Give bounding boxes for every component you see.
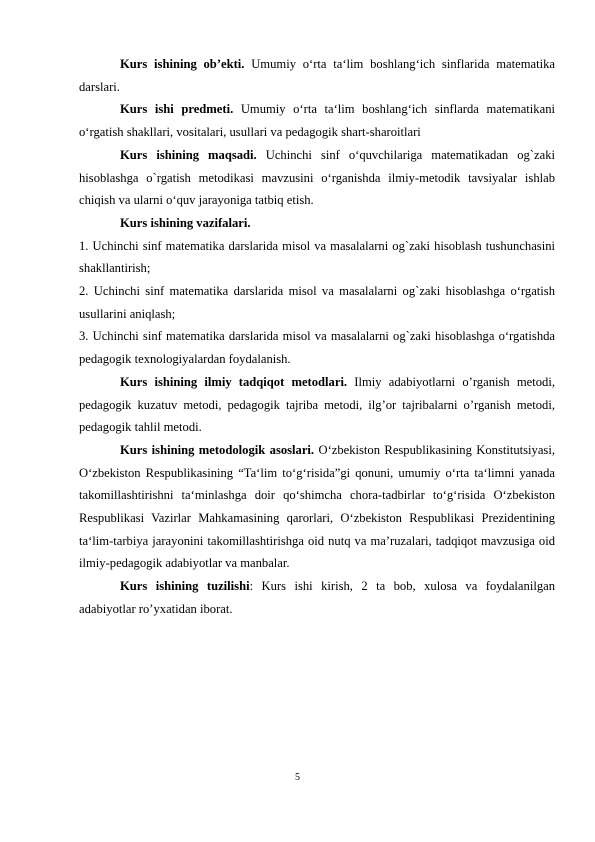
document-page <box>79 53 555 621</box>
task-item: 1. Uchinchi sinf matematika darslarida misol va masalalarni og`zaki hisoblash tushunchasini shakllantirish; <box>79 238 555 276</box>
heading-methodological-basis: Kurs ishining metodologik asoslari. <box>120 442 315 457</box>
text-structure: : Kurs ishi kirish, 2 ta bob, xulosa va foydalanilgan adabiyotlar ro’yxatidan iborat. <box>79 579 555 616</box>
paragraph-tasks-heading <box>79 212 555 235</box>
heading-methods: Kurs ishining ilmiy tadqiqot metodlari. <box>120 374 348 389</box>
heading-structure: Kurs ishining tuzilishi <box>120 579 250 594</box>
paragraph-methodological-basis <box>79 439 555 575</box>
heading-object: Kurs ishining ob’ekti. <box>120 57 245 71</box>
task-item: 3. Uchinchi sinf matematika darslarida misol va masalalarni og`zaki hisoblashga o‘rgatishda pedagogik texnologiyalardan foydalanish. <box>79 329 555 367</box>
page-number: 5 <box>295 772 300 783</box>
paragraph-goal <box>79 144 555 212</box>
heading-tasks: Kurs ishining vazifalari. <box>120 215 251 230</box>
heading-goal: Kurs ishining maqsadi. <box>120 147 257 162</box>
text-object: Umumiy o‘rta ta‘lim boshlang‘ich sinflarida matematika darslari. <box>79 57 555 94</box>
text-subject: Umumiy o‘rta ta‘lim boshlang‘ich sinflarda matematikani o‘rgatish shakllari, vositalari, usullari va pedagogik shart-sharoitlari <box>79 102 555 140</box>
text-goal: Uchinchi sinf o‘quvchilariga matematikadan og`zaki hisoblashga o`rgatish metodikasi mavzusini o‘rganishda ilmiy-metodik tavsiyalar ishlab chiqish va ularni o‘quv jarayoniga tatbiq etish. <box>79 147 556 208</box>
paragraph-subject <box>79 98 555 143</box>
paragraph-object <box>79 53 555 98</box>
paragraph-methods <box>79 371 555 439</box>
task-item: 2. Uchinchi sinf matematika darslarida misol va masalalarni og`zaki hisoblashga o‘rgatish usullarini aniqlash; <box>79 284 555 321</box>
paragraph-structure <box>79 575 555 620</box>
text-methodological-basis: O‘zbekiston Respublikasining Konstitutsiyasi, O‘zbekiston Respublikasining “Ta‘lim to‘g‘risida”gi qonuni, umumiy o‘rta ta‘limni yanada takomillashtirishni ta‘minlashga doir qo‘shimcha chora-tadbirlar to‘g‘risida O‘zbekiston Respublikasi Vazirlar Mahkamasining qarorlari, O‘zbekiston Respublikasi Prezidentining ta‘lim-tarbiya jarayonini takomillashtirishga oid nutq va ma’ruzalari, tadqiqot mavzusiga oid ilmiy-pedagogik adabiyotlar va manbalar. <box>79 442 555 571</box>
text-methods: Ilmiy adabiyotlarni o’rganish metodi, pedagogik kuzatuv metodi, pedagogik tajriba metodi, ilg’or tajribalarni o’rganish metodi, pedagogik tahlil metodi. <box>79 374 555 435</box>
heading-subject: Kurs ishi predmeti. <box>120 102 234 117</box>
